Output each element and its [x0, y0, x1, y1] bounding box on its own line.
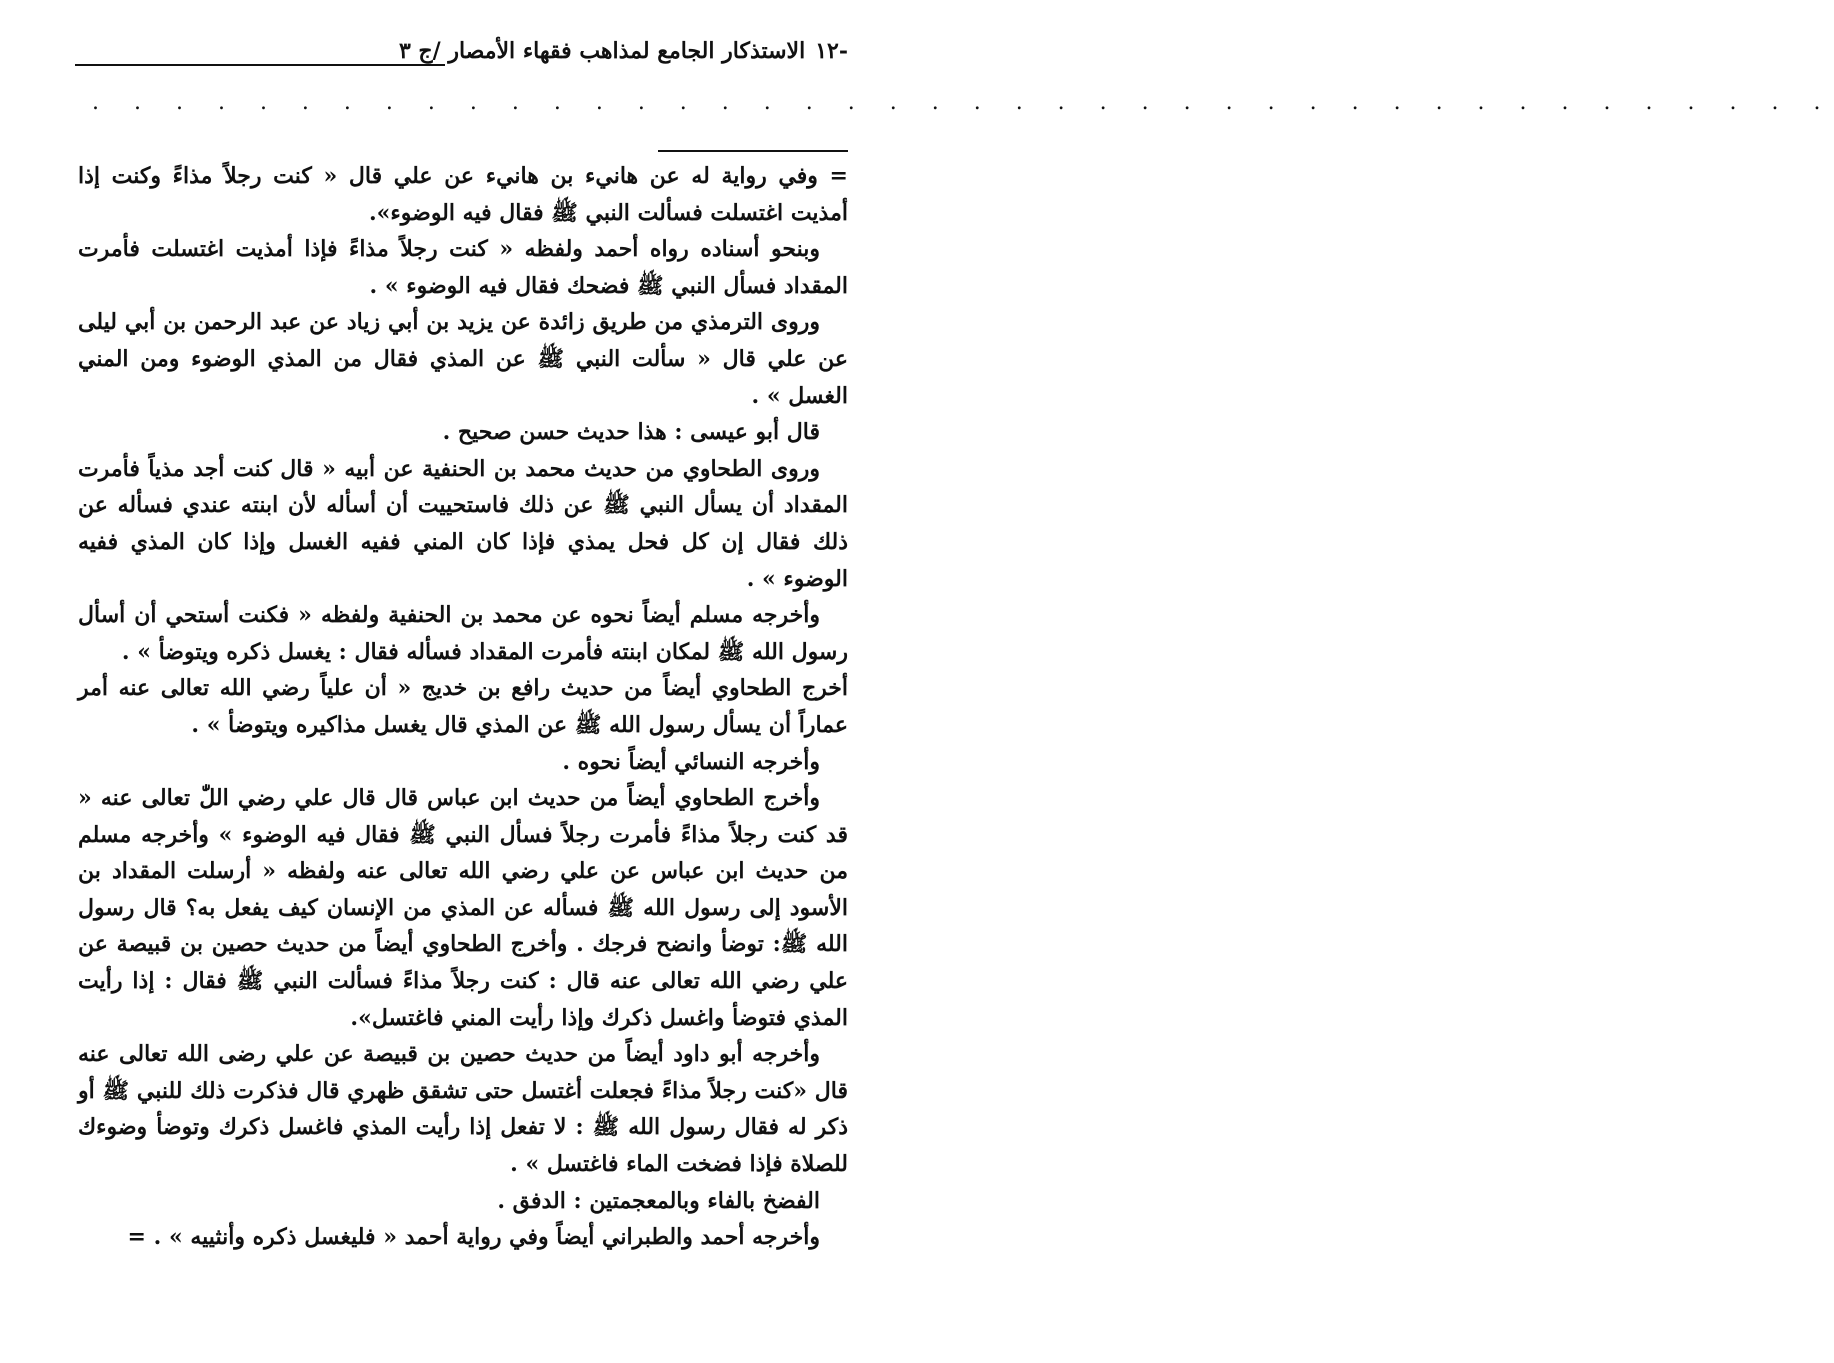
paragraph: وأخرجه مسلم أيضاً نحوه عن محمد بن الحنفية ولفظه « فكنت أستحي أن أسأل رسول الله ﷺ لمكان ابنته فأمرت المقداد فسأله فقال : يغسل ذكره ويتوضأ » .	[78, 602, 848, 665]
paragraph: الفضخ بالفاء وبالمعجمتين : الدفق .	[497, 1187, 820, 1214]
paragraph: أخرج الطحاوي أيضاً من حديث رافع بن خديج « أن علياً رضي الله تعالى عنه أمر عماراً أن يسأل رسول الله ﷺ عن المذي قال يغسل مذاكيره ويتوضأ » .	[78, 675, 848, 738]
paragraph: وروى الترمذي من طريق زائدة عن يزيد بن أبي زياد عن عبد الرحمن بن أبي ليلى عن علي قال « سألت النبي ﷺ عن المذي فقال من المذي الوضوء ومن المني الغسل » .	[78, 309, 848, 409]
paragraph: وأخرجه أحمد والطبراني أيضاً وفي رواية أحمد « فليغسل ذكره وأنثييه » . =	[127, 1224, 820, 1251]
footnote-text	[78, 158, 848, 1256]
paragraph: وأخرجه النسائي أيضاً نحوه .	[562, 748, 820, 775]
paragraph: وأخرجه أبو داود أيضاً من حديث حصين بن قبيصة عن علي رضى الله تعالى عنه قال «كنت رجلاً مذاءً فجعلت أغتسل حتى تشقق ظهري قال فذكرت ذلك للنبي ﷺ أو ذكر له فقال رسول الله ﷺ : لا تفعل إذا رأيت المذي فاغسل ذكرك وتوضأ وضوءك للصلاة فإذا فضخت الماء فاغتسل » .	[78, 1041, 848, 1178]
paragraph: قال أبو عيسى : هذا حديث حسن صحيح .	[442, 419, 820, 446]
footnote-rule	[658, 150, 848, 152]
book-title: الاستذكار الجامع لمذاهب فقهاء الأمصار /ج ٣	[398, 38, 806, 64]
header-rule	[75, 64, 445, 66]
paragraph: وبنحو أسناده رواه أحمد ولفظه « كنت رجلاً مذاءً فإذا أمذيت اغتسلت فأمرت المقداد فسأل النبي ﷺ فضحك فقال فيه الوضوء » .	[78, 236, 848, 299]
paragraph: وروى الطحاوي من حديث محمد بن الحنفية عن أبيه « قال كنت أجد مذياً فأمرت المقداد أن يسأل النبي ﷺ عن ذلك فاستحييت أن أسأله لأن ابنته عندي فسأله عن ذلك فقال إن كل فحل يمذي فإذا كان المني ففيه الغسل وإذا كان المذي ففيه الوضوء » .	[78, 455, 848, 592]
paragraph: = وفي رواية له عن هانيء بن هانيء عن علي قال « كنت رجلاً مذاءً وكنت إذا أمذيت اغتسلت فسألت النبي ﷺ فقال فيه الوضوء».	[78, 163, 848, 226]
page-number: -١٢	[815, 38, 848, 64]
paragraph: وأخرج الطحاوي أيضاً من حديث ابن عباس قال قال علي رضي اللّٰ تعالى عنه « قد كنت رجلاً مذاءً فأمرت رجلاً فسأل النبي ﷺ فقال فيه الوضوء » وأخرجه مسلم من حديث ابن عباس عن علي رضي الله تعالى عنه ولفظه « أرسلت المقداد بن الأسود إلى رسول الله ﷺ فسأله عن المذي من الإنسان كيف يفعل به؟ قال رسول الله ﷺ: توضأ وانضح فرجك . وأخرج الطحاوي أيضاً من حديث حصين بن قبيصة عن علي رضي الله تعالى عنه قال : كنت رجلاً مذاءً فسألت النبي ﷺ فقال : إذا رأيت المذي فتوضأ واغسل ذكرك وإذا رأيت المني فاغتسل».	[78, 785, 848, 1031]
separator-dots: . . . . . . . . . . . . . . . . . . . . . . . . . . . . . . . . . . . . . . . . . .	[92, 90, 1834, 115]
running-head	[399, 22, 848, 62]
